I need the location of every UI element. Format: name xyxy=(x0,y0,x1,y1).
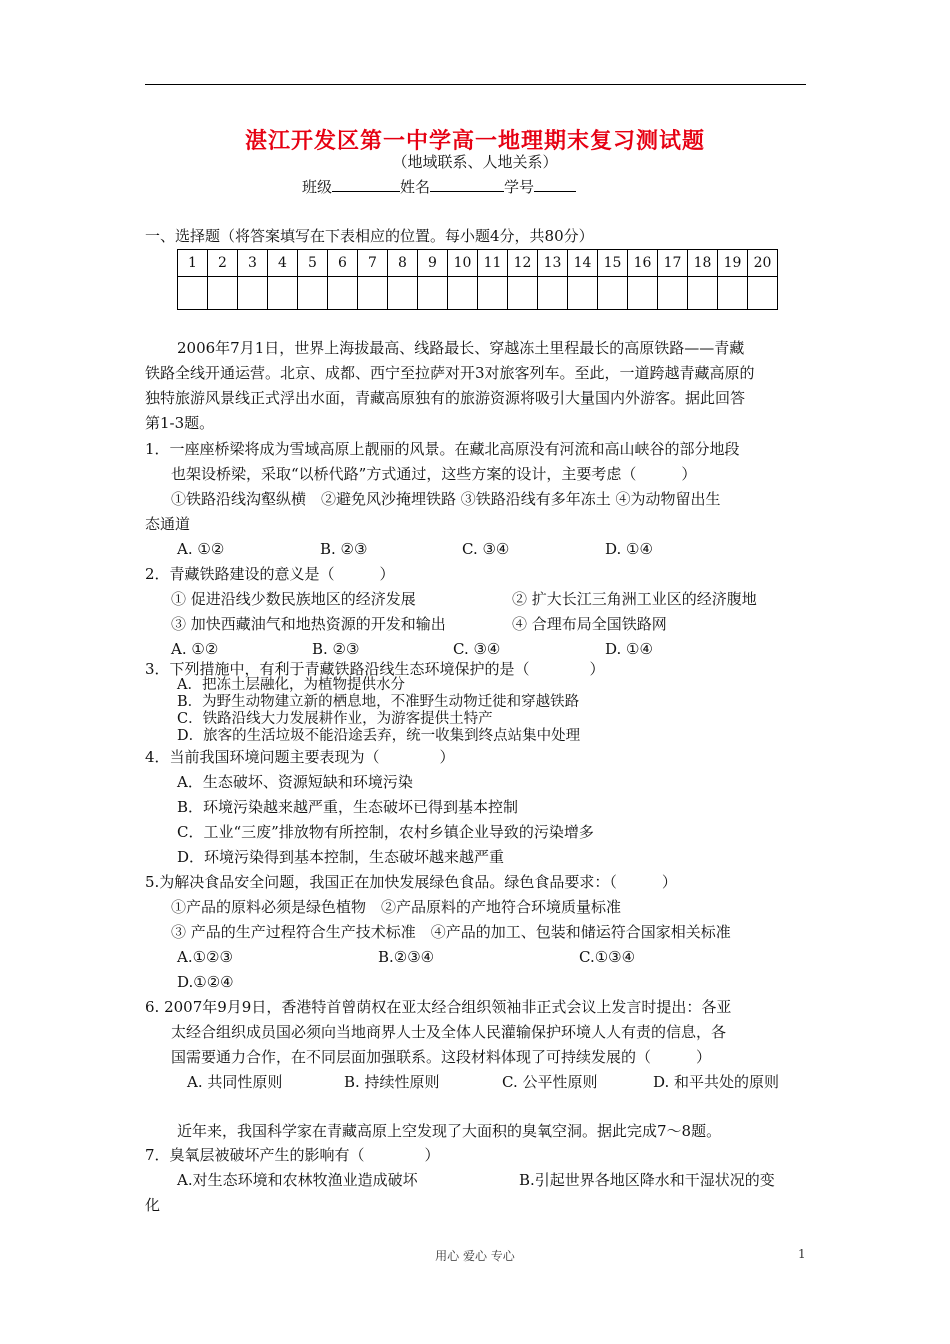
answer-input-cell[interactable] xyxy=(478,277,508,310)
answer-input-cell[interactable] xyxy=(628,277,658,310)
answer-input-cell[interactable] xyxy=(658,277,688,310)
answer-number-cell: 1 xyxy=(178,250,208,277)
q7-option-a: A.对生态环境和农林牧渔业造成破坏 xyxy=(177,1171,418,1189)
q2-option-c: C. ③④ xyxy=(453,640,501,658)
q1-stem: 1．一座座桥梁将成为雪域高原上靓丽的风景。在藏北高原没有河流和高山峡谷的部分地段 xyxy=(145,440,740,458)
answer-input-cell[interactable] xyxy=(358,277,388,310)
answer-number-cell: 14 xyxy=(568,250,598,277)
answer-number-cell: 18 xyxy=(688,250,718,277)
q2-stem: 2．青藏铁路建设的意义是（ ） xyxy=(145,565,395,583)
q2-item: ① 促进沿线少数民族地区的经济发展 xyxy=(171,590,416,608)
q2-option-d: D. ①④ xyxy=(605,640,653,658)
class-label: 班级 xyxy=(302,178,333,196)
passage1-line: 独特旅游风景线正式浮出水面，青藏高原独有的旅游资源将吸引大量国内外游客。据此回答 xyxy=(145,389,746,407)
q6-stem: 6. 2007年9月9日，香港特首曾荫权在亚太经合组织领袖非正式会议上发言时提出：各亚 xyxy=(145,998,732,1016)
answer-input-cell[interactable] xyxy=(208,277,238,310)
q1-option-b: B. ②③ xyxy=(320,540,368,558)
answer-number-cell: 10 xyxy=(448,250,478,277)
answer-input-cell[interactable] xyxy=(598,277,628,310)
q4-option-b: B．环境污染越来越严重，生态破坏已得到基本控制 xyxy=(177,798,519,816)
answer-input-cell[interactable] xyxy=(328,277,358,310)
answer-number-cell: 9 xyxy=(418,250,448,277)
q5-items: ③ 产品的生产过程符合生产技术标准 ④产品的加工、包装和储运符合国家相关标准 xyxy=(171,923,731,941)
answer-number-cell: 5 xyxy=(298,250,328,277)
name-label: 姓名 xyxy=(400,178,431,196)
passage2: 近年来，我国科学家在青藏高原上空发现了大面积的臭氧空洞。据此完成7～8题。 xyxy=(177,1122,722,1140)
q3-option-c: C．铁路沿线大力发展耕作业，为游客提供土特产 xyxy=(177,711,493,727)
answer-number-cell: 8 xyxy=(388,250,418,277)
answer-number-cell: 2 xyxy=(208,250,238,277)
answer-input-cell[interactable] xyxy=(718,277,748,310)
q6-stem: 太经合组织成员国必须向当地商界人士及全体人民灌输保护环境人人有责的信息，各 xyxy=(171,1023,727,1041)
q7-stem: 7．臭氧层被破坏产生的影响有（ ） xyxy=(145,1146,440,1164)
footer-text: 用心 爱心 专心 xyxy=(435,1249,515,1263)
q3-option-b: B．为野生动物建立新的栖息地，不准野生动物迁徙和穿越铁路 xyxy=(177,694,580,710)
q6-option-b: B. 持续性原则 xyxy=(344,1073,440,1091)
answer-number-cell: 20 xyxy=(748,250,778,277)
answer-input-cell[interactable] xyxy=(268,277,298,310)
answer-number-cell: 13 xyxy=(538,250,568,277)
q4-option-c: C．工业“三废”排放物有所控制，农村乡镇企业导致的污染增多 xyxy=(177,823,594,841)
answer-number-row xyxy=(178,250,778,277)
answer-number-cell: 11 xyxy=(478,250,508,277)
passage1-line: 2006年7月1日，世界上海拔最高、线路最长、穿越冻土里程最长的高原铁路——青藏 xyxy=(177,339,745,357)
q6-option-c: C. 公平性原则 xyxy=(502,1073,598,1091)
answer-number-cell: 12 xyxy=(508,250,538,277)
q1-option-d: D. ①④ xyxy=(605,540,653,558)
answer-input-cell[interactable] xyxy=(568,277,598,310)
q2-option-a: A. ①② xyxy=(171,640,219,658)
q7-option-b-cont: 化 xyxy=(145,1196,161,1214)
name-blank[interactable] xyxy=(430,177,504,192)
q6-stem: 国需要通力合作，在不同层面加强联系。这段材料体现了可持续发展的（ ） xyxy=(171,1048,712,1066)
answer-input-cell[interactable] xyxy=(538,277,568,310)
q2-item: ④ 合理布局全国铁路网 xyxy=(512,615,667,633)
q1-items: ①铁路沿线沟壑纵横 ②避免风沙掩埋铁路 ③铁路沿线有多年冻土 ④为动物留出生 xyxy=(171,490,721,508)
section-heading: 一、选择题（将答案填写在下表相应的位置。每小题4分，共80分） xyxy=(145,227,594,245)
q5-items: ①产品的原料必须是绿色植物 ②产品原料的产地符合环境质量标准 xyxy=(171,898,622,916)
passage1-line: 铁路全线开通运营。北京、成都、西宁至拉萨对开3对旅客列车。至此，一道跨越青藏高原的 xyxy=(145,364,755,382)
q2-item: ② 扩大长江三角洲工业区的经济腹地 xyxy=(512,590,757,608)
answer-input-cell[interactable] xyxy=(298,277,328,310)
q6-option-d: D. 和平共处的原则 xyxy=(653,1073,780,1091)
q3-option-d: D．旅客的生活垃圾不能沿途丢弃，统一收集到终点站集中处理 xyxy=(177,728,581,744)
q1-option-a: A. ①② xyxy=(177,540,225,558)
answer-number-cell: 4 xyxy=(268,250,298,277)
q5-option-a: A.①②③ xyxy=(177,948,233,966)
top-rule xyxy=(145,84,806,85)
q4-stem: 4．当前我国环境问题主要表现为（ ） xyxy=(145,748,455,766)
q1-stem: 也架设桥梁，采取“以桥代路”方式通过，这些方案的设计，主要考虑（ ） xyxy=(171,465,697,483)
q5-option-b: B.②③④ xyxy=(378,948,435,966)
answer-table xyxy=(177,249,778,310)
q6-option-a: A. 共同性原则 xyxy=(187,1073,283,1091)
answer-number-cell: 7 xyxy=(358,250,388,277)
q5-option-c: C.①③④ xyxy=(579,948,636,966)
answer-input-cell[interactable] xyxy=(178,277,208,310)
q2-item: ③ 加快西藏油气和地热资源的开发和输出 xyxy=(171,615,446,633)
class-blank[interactable] xyxy=(332,177,400,192)
q5-option-d: D.①②④ xyxy=(177,973,234,991)
answer-input-cell[interactable] xyxy=(748,277,778,310)
page-title: 湛江开发区第一中学高一地理期末复习测试题 xyxy=(244,128,705,154)
answer-number-cell: 6 xyxy=(328,250,358,277)
answer-number-cell: 15 xyxy=(598,250,628,277)
passage1-line: 第1-3题。 xyxy=(145,414,215,432)
q1-items: 态通道 xyxy=(145,515,191,533)
student-info xyxy=(302,176,576,197)
answer-input-cell[interactable] xyxy=(448,277,478,310)
q4-option-a: A．生态破坏、资源短缺和环境污染 xyxy=(177,773,413,791)
answer-number-cell: 16 xyxy=(628,250,658,277)
q2-option-b: B. ②③ xyxy=(312,640,360,658)
q7-option-b: B.引起世界各地区降水和干湿状况的变 xyxy=(519,1171,775,1189)
answer-number-cell: 19 xyxy=(718,250,748,277)
answer-input-cell[interactable] xyxy=(238,277,268,310)
answer-input-cell[interactable] xyxy=(688,277,718,310)
page-number: 1 xyxy=(798,1247,806,1261)
page-subtitle: （地域联系、人地关系） xyxy=(392,153,558,171)
q5-stem: 5.为解决食品安全问题，我国正在加快发展绿色食品。绿色食品要求：（ ） xyxy=(145,873,677,891)
q3-option-a: A．把冻土层融化，为植物提供水分 xyxy=(177,677,405,693)
answer-blank-row xyxy=(178,277,778,310)
answer-input-cell[interactable] xyxy=(388,277,418,310)
answer-number-cell: 3 xyxy=(238,250,268,277)
answer-number-cell: 17 xyxy=(658,250,688,277)
q3-stem: 3．下列措施中，有利于青藏铁路沿线生态环境保护的是（ ） xyxy=(145,660,605,678)
answer-input-cell[interactable] xyxy=(508,277,538,310)
id-label: 学号 xyxy=(504,178,535,196)
id-blank[interactable] xyxy=(534,177,576,192)
q4-option-d: D．环境污染得到基本控制，生态破坏越来越严重 xyxy=(177,848,505,866)
q1-option-c: C. ③④ xyxy=(462,540,510,558)
answer-input-cell[interactable] xyxy=(418,277,448,310)
